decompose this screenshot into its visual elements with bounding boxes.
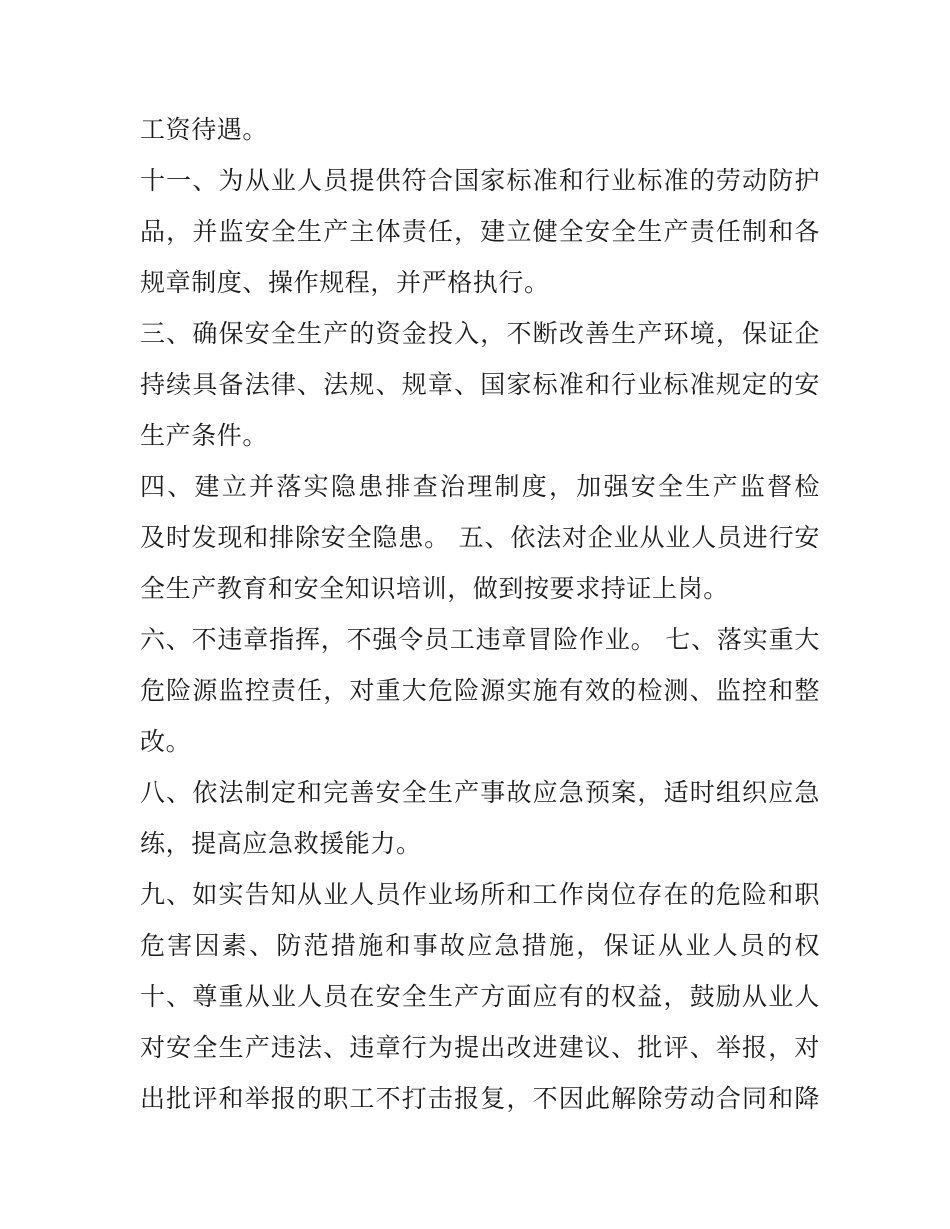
text-line: 危害因素、防范措施和事故应急措施，保证从业人员的权 xyxy=(140,931,820,960)
text-line: 品，并监安全生产主体责任，建立健全安全生产责任制和各 xyxy=(140,217,820,246)
text-line: 出批评和举报的职工不打击报复，不因此解除劳动合同和降 xyxy=(140,1084,820,1113)
text-line: 四、建立并落实隐患排查治理制度，加强安全生产监督检 xyxy=(140,472,820,501)
text-line: 持续具备法律、法规、规章、国家标准和行业标准规定的安 xyxy=(140,370,820,399)
text-line: 改。 xyxy=(140,727,192,756)
text-line: 全生产教育和安全知识培训，做到按要求持证上岗。 xyxy=(140,574,729,603)
document-body xyxy=(140,104,820,1124)
text-line: 三、确保安全生产的资金投入，不断改善生产环境，保证企 xyxy=(140,319,820,348)
text-line: 危险源监控责任，对重大危险源实施有效的检测、监控和整 xyxy=(140,676,820,705)
text-line: 六、不违章指挥，不强令员工违章冒险作业。 七、落实重大 xyxy=(140,625,820,654)
text-line: 十、尊重从业人员在安全生产方面应有的权益，鼓励从业人 xyxy=(140,982,820,1011)
text-line: 生产条件。 xyxy=(140,421,269,450)
text-line: 十一、为从业人员提供符合国家标准和行业标准的劳动防护 xyxy=(140,166,820,195)
text-line: 及时发现和排除安全隐患。 五、依法对企业从业人员进行安 xyxy=(140,523,820,552)
text-line: 八、依法制定和完善安全生产事故应急预案，适时组织应急 xyxy=(140,778,820,807)
text-line: 练，提高应急救援能力。 xyxy=(140,829,422,858)
text-line: 规章制度、操作规程，并严格执行。 xyxy=(140,268,550,297)
text-line: 九、如实告知从业人员作业场所和工作岗位存在的危险和职 xyxy=(140,880,820,909)
text-line: 对安全生产违法、违章行为提出改进建议、批评、举报，对 xyxy=(140,1033,820,1062)
text-line: 工资待遇。 xyxy=(140,115,269,144)
